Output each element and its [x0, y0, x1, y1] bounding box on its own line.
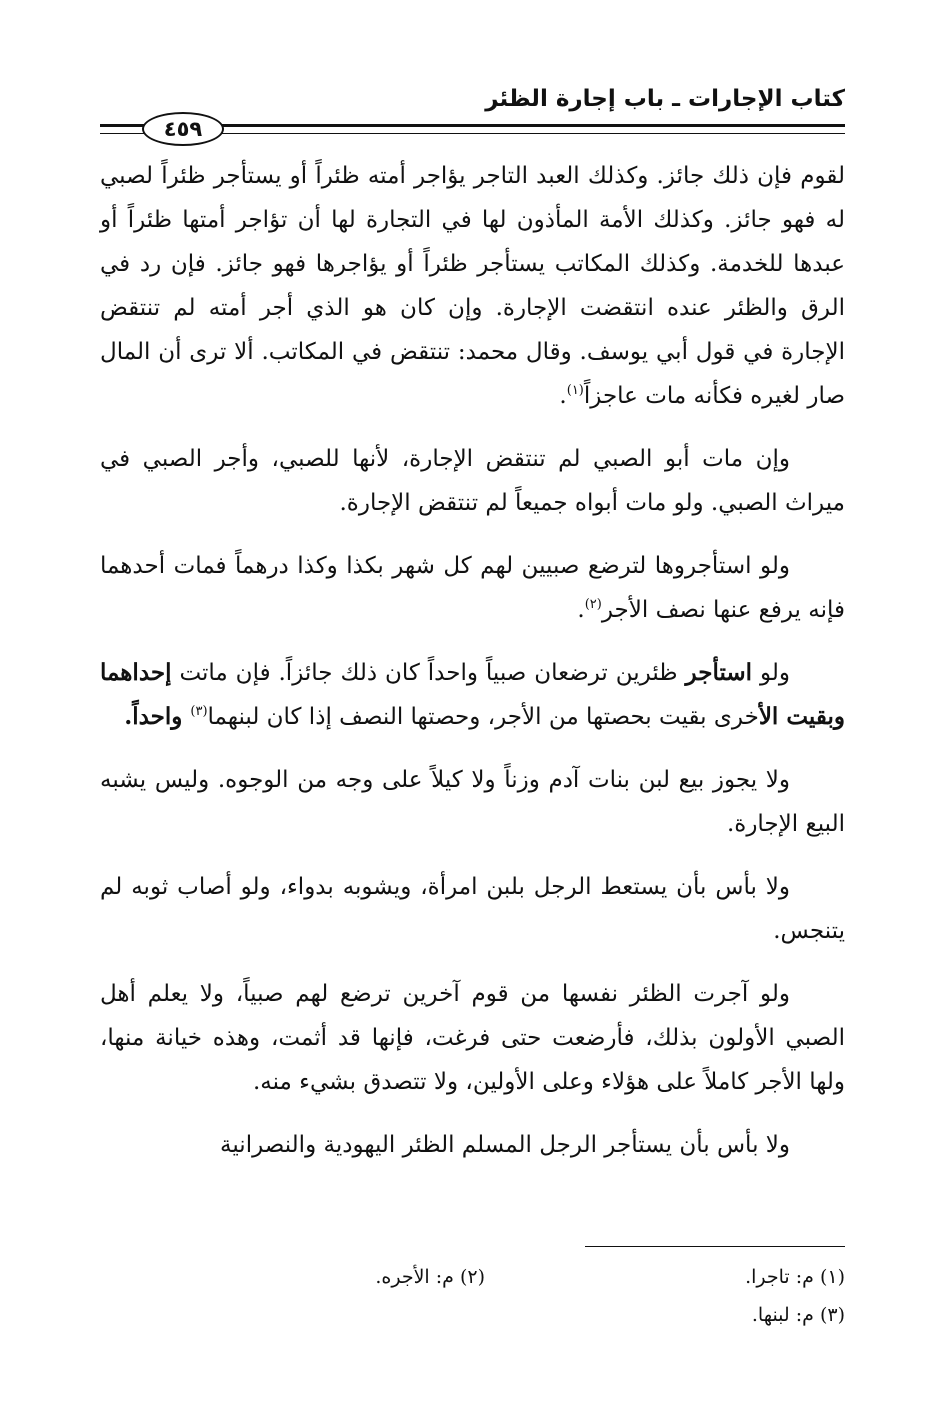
footnote-3: (٣) م: لبنها. — [751, 1304, 845, 1326]
running-header-title: كتاب الإجارات ـ باب إجارة الظئر — [485, 86, 845, 112]
paragraph-6: ولا بأس بأن يستعط الرجل بلبن امرأة، ويشوبه بدواء، ولو أصاب ثوبه لم يتنجس. — [100, 874, 845, 944]
footnote-row — [100, 1296, 845, 1334]
paragraph-3: ولو استأجروها لترضع صبيين لهم كل شهر بكذا وكذا درهماً فمات أحدهما فإنه يرفع عنها نصف الأجر$^{(٢)}$. — [100, 553, 845, 623]
paragraph-1: لقوم فإن ذلك جائز. وكذلك العبد التاجر يؤاجر أمته ظئراً أو يستأجر ظئراً لصبي له فهو جائز. وكذلك الأمة المأذون لها في التجارة لها أن تؤاجر أمتها ظئراً أو عبدها للخدمة. وكذلك المكاتب يستأجر ظئراً أو يؤاجرها فهو جائز. فإن رد في الرق والظئر عنده انتقضت الإجارة. وإن كان هو الذي أجر أمته لم تنتقض الإجارة في قول أبي يوسف. وقال محمد: تنتقض في المكاتب. ألا ترى أن المال صار لغيره فكأنه مات عاجزاً$^{(١)}$. — [100, 163, 845, 409]
paragraph-4: ولو استأجر ظئرين ترضعان صبياً واحداً كان ذلك جائزاً. فإن ماتت إحداهما وبقيت الأخرى بقيت بحصتها من الأجر، وحصتها النصف إذا كان لبنهما$^{(٣)}$ واحداً. — [100, 659, 845, 730]
footnote-separator — [585, 1246, 845, 1247]
paragraph-5: ولا يجوز بيع لبن بنات آدم وزناً ولا كيلاً على وجه من الوجوه. وليس يشبه البيع الإجارة. — [100, 767, 845, 837]
footnote-ref-1: (١) — [566, 383, 584, 398]
paragraph-2: وإن مات أبو الصبي لم تنتقض الإجارة، لأنها للصبي، وأجر الصبي في ميراث الصبي. ولو مات أبواه جميعاً لم تنتقض الإجارة. — [100, 446, 845, 516]
footnote-2: (٢) م: الأجره. — [375, 1266, 485, 1288]
paragraph-8: ولا بأس بأن يستأجر الرجل المسلم الظئر اليهودية والنصرانية — [220, 1132, 790, 1158]
footnote-1: (١) م: تاجرا. — [745, 1266, 845, 1288]
page-number: ٤٥٩ — [142, 112, 224, 146]
paragraph-7: ولو آجرت الظئر نفسها من قوم آخرين ترضع لهم صبياً، ولا يعلم أهل الصبي الأولون بذلك، فأرضعت حتى فرغت، فإنها قد أثمت، وهذه خيانة منها، ولها الأجر كاملاً على هؤلاء وعلى الأولين، ولا تتصدق بشيء منه. — [100, 981, 845, 1095]
footnote-ref-2: (٢) — [584, 597, 602, 612]
footnotes — [100, 1258, 845, 1334]
body-text — [100, 154, 845, 1186]
footnote-row — [100, 1258, 845, 1296]
footnote-ref-3: (٣) — [190, 704, 208, 719]
